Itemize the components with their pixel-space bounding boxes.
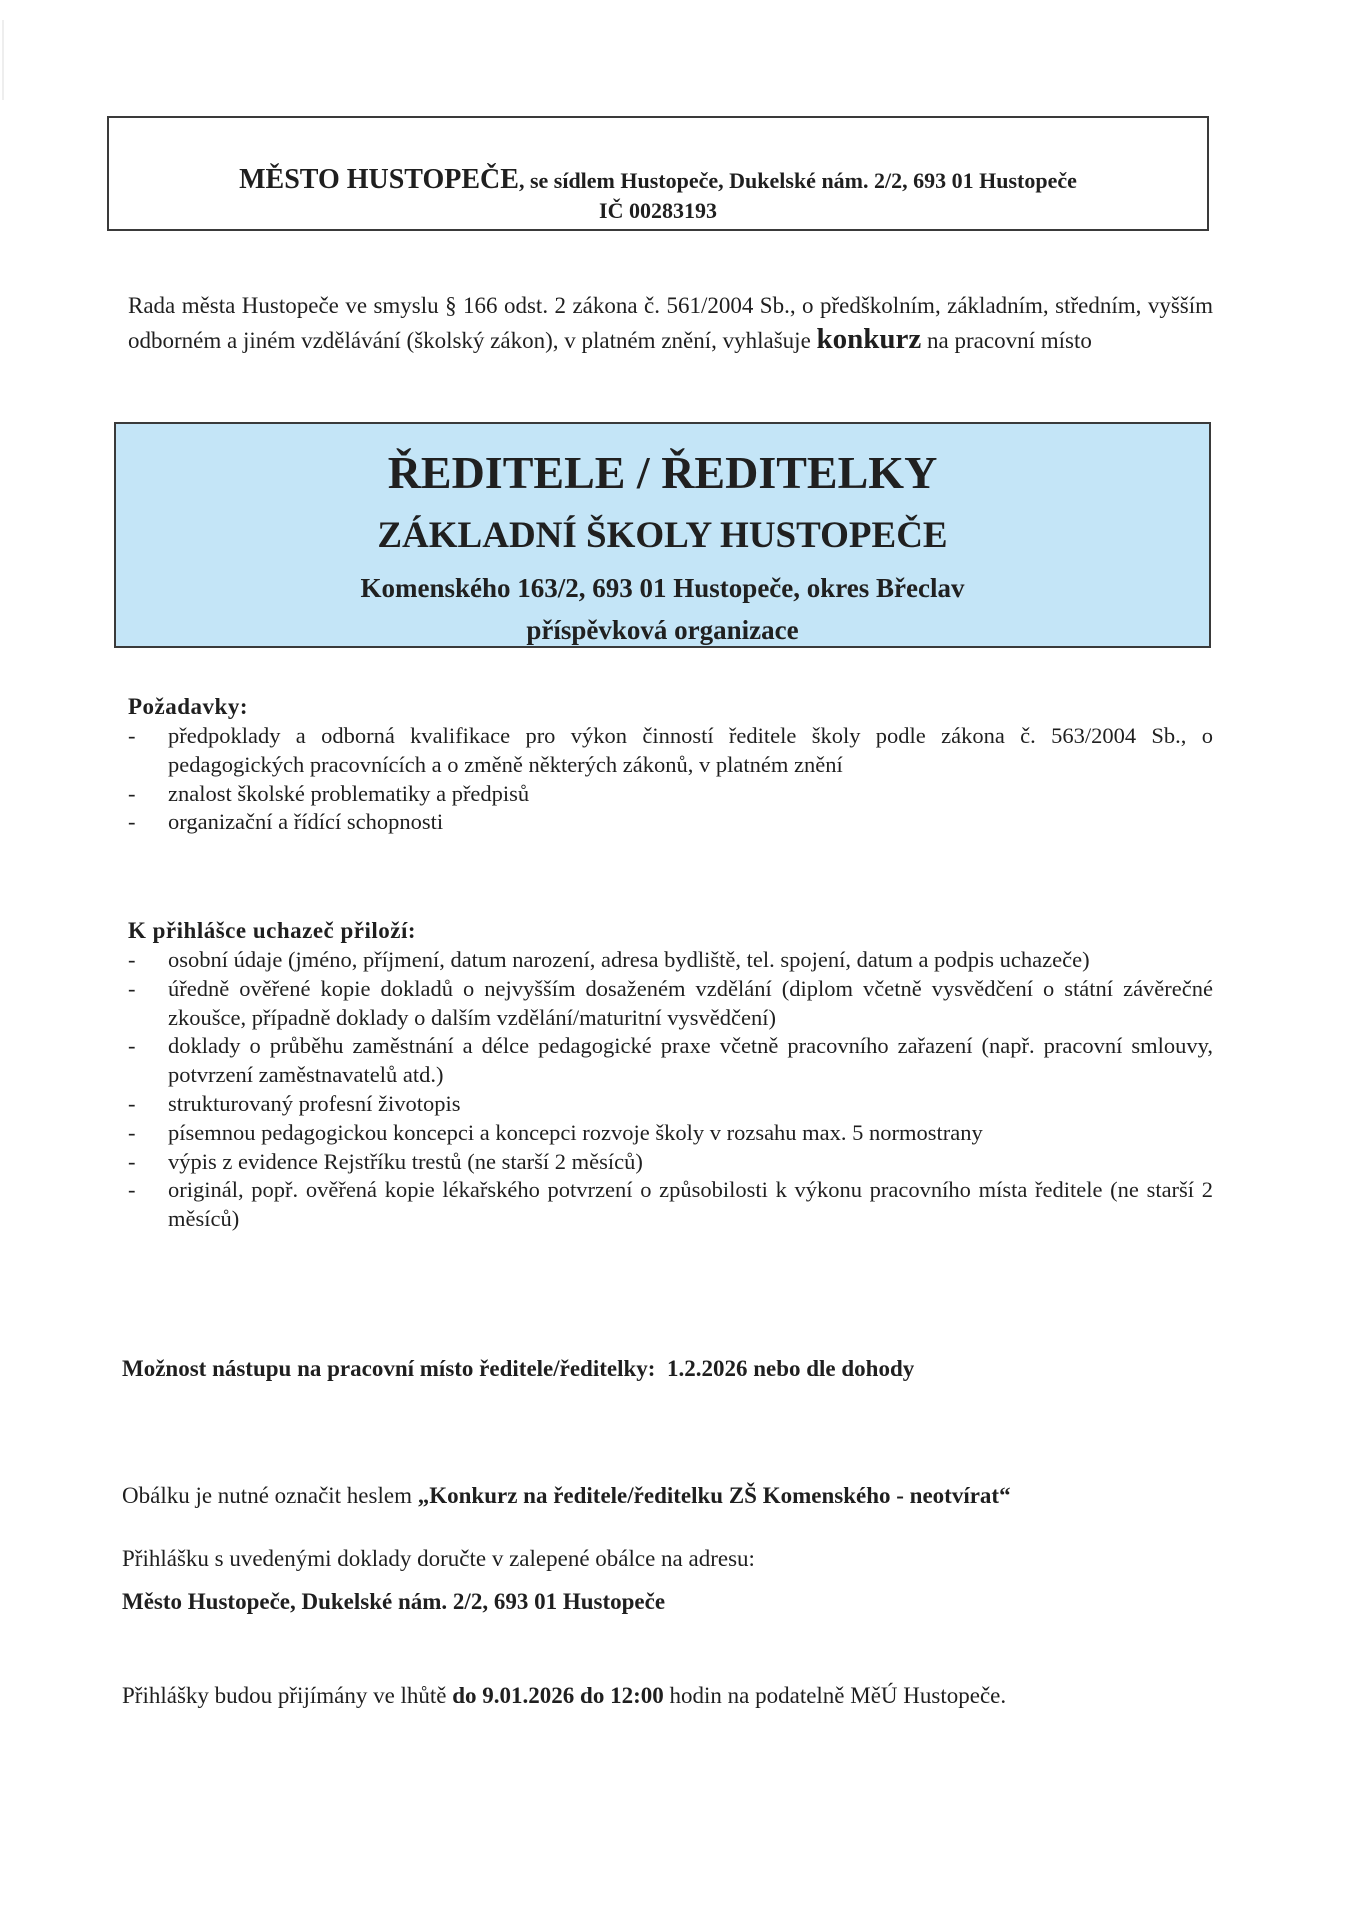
scan-edge-artifact: [2, 20, 4, 100]
intro-text: Rada města Hustopeče ve smyslu § 166 odst. 2 zákona č. 561/2004 Sb., o předškolním, základním, středním, vyšším odborném a jiném vzdělávání (školský zákon), v platném znění, vyhlašuje: [128, 293, 1213, 353]
bullet-dash: -: [128, 723, 136, 748]
delivery-address: Město Hustopeče, Dukelské nám. 2/2, 693 01 Hustopeče: [122, 1589, 666, 1614]
delivery-instruction: Přihlášku s uvedenými doklady doručte v zalepené obálce na adresu:: [122, 1546, 755, 1571]
envelope-text: Obálku je nutné označit heslem: [122, 1483, 418, 1508]
bullet-dash: -: [128, 1177, 136, 1203]
requirements-list: [128, 722, 1213, 837]
list-item: - úředně ověřené kopie dokladů o nejvyšším dosaženém vzdělání (diplom včetně vysvědčení o státní závěrečné zkoušce, případně doklady o dalším vzdělání/maturitní vysvědčení): [128, 975, 1213, 1030]
intro-text-end: na pracovní místo: [921, 327, 1092, 353]
intro-emphasis: konkurz: [816, 322, 922, 355]
bullet-dash: -: [128, 780, 136, 806]
attachments-section: [128, 916, 1213, 1234]
intro-paragraph: [128, 290, 1213, 357]
organization-type: příspěvková organizace: [526, 615, 799, 645]
issuer-line: [109, 164, 1207, 196]
list-item: - předpoklady a odborná kvalifikace pro výkon činností ředitele školy podle zákona č. 563/2004 Sb., o pedagogických pracovnících a o změně některých zákonů, v platném znění: [128, 723, 1213, 777]
school-name: ZÁKLADNÍ ŠKOLY HUSTOPEČE: [377, 515, 948, 556]
bullet-dash: -: [128, 1090, 136, 1116]
start-date-value: 1.2.2026 nebo dle dohody: [666, 1356, 915, 1381]
bullet-dash: -: [128, 947, 136, 972]
requirements-section: [128, 692, 1213, 837]
list-item: - organizační a řídící schopnosti: [128, 808, 1213, 837]
list-item: - písemnou pedagogickou koncepci a koncepci rozvoje školy v rozsahu max. 5 normostrany: [128, 1119, 1213, 1148]
list-item: - doklady o průběhu zaměstnání a délce pedagogické praxe včetně pracovního zařazení (např. pracovní smlouvy, potvrzení zaměstnavatelů atd.): [128, 1033, 1213, 1088]
deadline-text: Přihlášky budou přijímány ve lhůtě: [122, 1683, 453, 1708]
position-box: [114, 422, 1211, 648]
start-date-line: [122, 1356, 914, 1382]
bullet-dash: -: [128, 1033, 136, 1059]
bullet-dash: -: [128, 1119, 136, 1145]
envelope-instruction: [122, 1483, 1011, 1509]
start-date-label: Možnost nástupu na pracovní místo ředitele/ředitelky:: [122, 1356, 656, 1381]
list-item: - osobní údaje (jméno, příjmení, datum narození, adresa bydliště, tel. spojení, datum a podpis uchazeče): [128, 946, 1213, 975]
issuer-header-box: [107, 116, 1209, 231]
school-address: Komenského 163/2, 693 01 Hustopeče, okres Břeclav: [360, 573, 965, 603]
list-item: - originál, popř. ověřená kopie lékařského potvrzení o způsobilosti k výkonu pracovního místa ředitele (ne starší 2 měsíců): [128, 1177, 1213, 1232]
city-name: MĚSTO HUSTOPEČE: [239, 164, 519, 195]
bullet-dash: -: [128, 1148, 136, 1174]
deadline-date: do 9.01.2026 do 12:00: [452, 1683, 664, 1708]
attachments-list: [128, 946, 1213, 1234]
requirements-heading: Požadavky:: [128, 694, 248, 719]
position-title: ŘEDITELE / ŘEDITELKY: [387, 447, 938, 498]
deadline-line: [122, 1683, 1006, 1709]
bullet-dash: -: [128, 975, 136, 1001]
envelope-password: „Konkurz na ředitele/ředitelku ZŠ Komenského - neotvírat“: [417, 1483, 1011, 1508]
attachments-heading: K přihlášce uchazeč přiloží:: [128, 918, 417, 943]
list-item: - znalost školské problematiky a předpisů: [128, 780, 1213, 809]
ico-number: IČ 00283193: [599, 198, 717, 223]
list-item: - výpis z evidence Rejstříku trestů (ne starší 2 měsíců): [128, 1148, 1213, 1177]
bullet-dash: -: [128, 809, 136, 835]
list-item: - strukturovaný profesní životopis: [128, 1090, 1213, 1119]
city-seat: , se sídlem Hustopeče, Dukelské nám. 2/2, 693 01 Hustopeče: [518, 168, 1077, 193]
deadline-text-end: hodin na podatelně MěÚ Hustopeče.: [663, 1683, 1007, 1708]
